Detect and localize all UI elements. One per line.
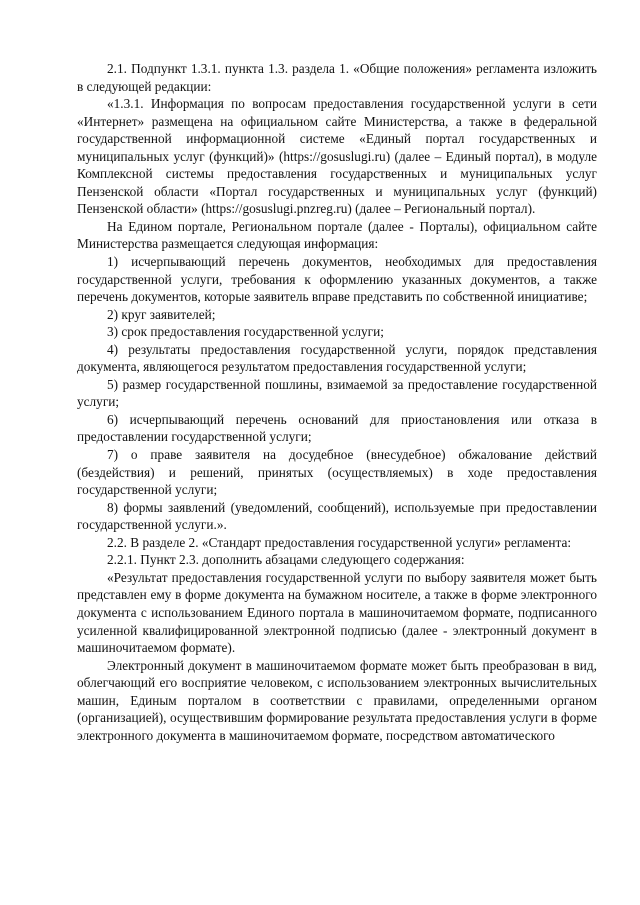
list-item-5: 5) размер государственной пошлины, взимаемой за предоставление государственной услуги;: [77, 376, 597, 410]
document-body: [77, 60, 597, 744]
paragraph-2-1: 2.1. Подпункт 1.3.1. пункта 1.3. раздела 1. «Общие положения» регламента изложить в следующей редакции:: [77, 61, 597, 94]
list-item-6: 6) исчерпывающий перечень оснований для приостановления или отказа в предоставлении государственной услуги;: [77, 411, 597, 445]
list-item-4: 4) результаты предоставления государственной услуги, порядок представления документа, являющегося результатом предоставления государственной услуги;: [77, 341, 597, 375]
list-item-8: 8) формы заявлений (уведомлений, сообщений), используемые при предоставлении государственной услуги.».: [77, 499, 597, 533]
list-item-1: 1) исчерпывающий перечень документов, необходимых для предоставления государственной услуги, требования к оформлению указанных документов, а также перечень документов, которые заявитель вправе представить по собственной инициативе;: [77, 254, 597, 305]
paragraph-1-3-1: «1.3.1. Информация по вопросам предоставления государственной услуги в сети «Интернет» размещена на официальном сайте Министерства, а также в федеральной государственной информационной системе «Единый портал государственных и муниципальных услуг (функций)» (https://gosuslugi.ru) (далее – Единый портал), в модуле Комплексной системы предоставления государственных и муниципальных услуг Пензенской области «Портал государственных и муниципальных услуг (функций) Пензенской области» (https://gosuslugi.pnzreg.ru) (далее – Региональный портал).: [77, 96, 597, 217]
list-item-3: 3) срок предоставления государственной услуги;: [107, 324, 384, 340]
paragraph-electronic-document: Электронный документ в машиночитаемом формате может быть преобразован в вид, облегчающий его восприятие человеком, с использованием электронных вычислительных машин, Единым порталом в соответствии с правилами, определенными органом (организацией), осуществившим формирование результата предоставления услуги в форме электронного документа в машиночитаемом формате, посредством автоматического: [77, 657, 597, 743]
paragraph-2-2-1: 2.2.1. Пункт 2.3. дополнить абзацами следующего содержания:: [107, 552, 465, 568]
paragraph-2-2: 2.2. В разделе 2. «Стандарт предоставления государственной услуги» регламента:: [107, 534, 572, 550]
list-item-2: 2) круг заявителей;: [107, 306, 216, 322]
paragraph-result-form: «Результат предоставления государственной услуги по выбору заявителя может быть представлен ему в форме документа на бумажном носителе, а также в форме электронного документа с использованием Единого портала в машиночитаемом формате, подписанного усиленной квалифицированной электронной подписью (далее - электронный документ в машиночитаемом формате).: [77, 569, 597, 656]
list-item-7: 7) о праве заявителя на досудебное (внесудебное) обжалование действий (бездействия) и решений, принятых (осуществляемых) в ходе предоставления государственной услуги;: [77, 447, 597, 498]
paragraph-portals-info: На Едином портале, Региональном портале (далее - Порталы), официальном сайте Министерства размещается следующая информация:: [77, 218, 597, 252]
